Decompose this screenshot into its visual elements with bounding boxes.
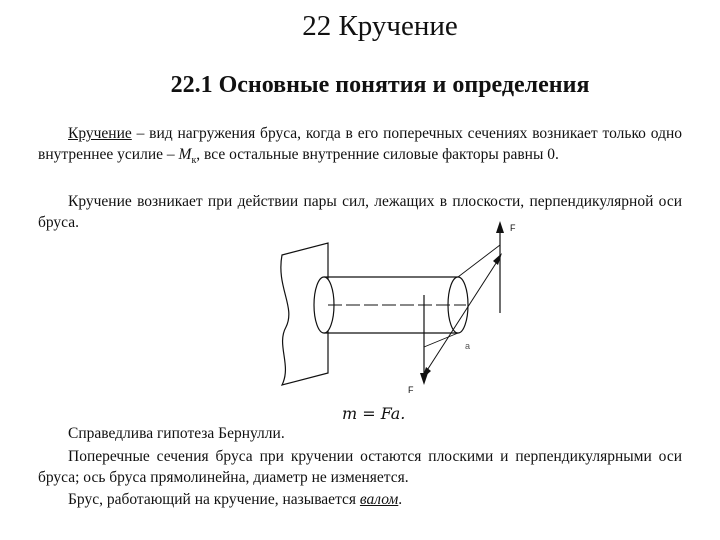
definition-text: – вид нагружения бруса, когда в его поперечных сечениях возникает только одно внутреннее усилие –	[38, 125, 682, 163]
force-bottom-label: F	[408, 385, 414, 395]
definition-paragraph	[38, 124, 682, 171]
section-title: 22.1 Основные понятия и определения	[170, 72, 590, 98]
arm-extension-bottom	[424, 333, 458, 347]
force-top-arrowhead	[496, 221, 504, 233]
arm-line-main	[424, 257, 500, 375]
shaft-term: валом	[359, 491, 399, 508]
torsion-cause-paragraph: Кручение возникает при действии пары сил, лежащих в плоскости, перпендикулярной оси бруса.	[38, 193, 682, 231]
moment-formula: m = Fa.	[342, 404, 406, 423]
arm-label: a	[465, 341, 471, 351]
definition-text-end: , все остальные внутренние силовые факторы равны 0.	[196, 145, 559, 163]
torque-symbol: М	[178, 145, 192, 163]
torque-subscript: к	[191, 154, 197, 166]
page-title: 22 Кручение	[302, 10, 458, 42]
force-top-label: F	[510, 223, 516, 233]
shaft-paragraph: Брус, работающий на кручение, называется валом.	[68, 491, 403, 508]
torsion-diagram	[270, 215, 530, 410]
cross-section-paragraph: Поперечные сечения бруса при кручении остаются плоскими и перпендикулярными оси бруса; ось бруса прямолинейна, диаметр не изменяется.	[38, 448, 682, 486]
definition-term: Кручение	[68, 125, 132, 142]
bernoulli-paragraph: Справедлива гипотеза Бернулли.	[68, 425, 285, 442]
